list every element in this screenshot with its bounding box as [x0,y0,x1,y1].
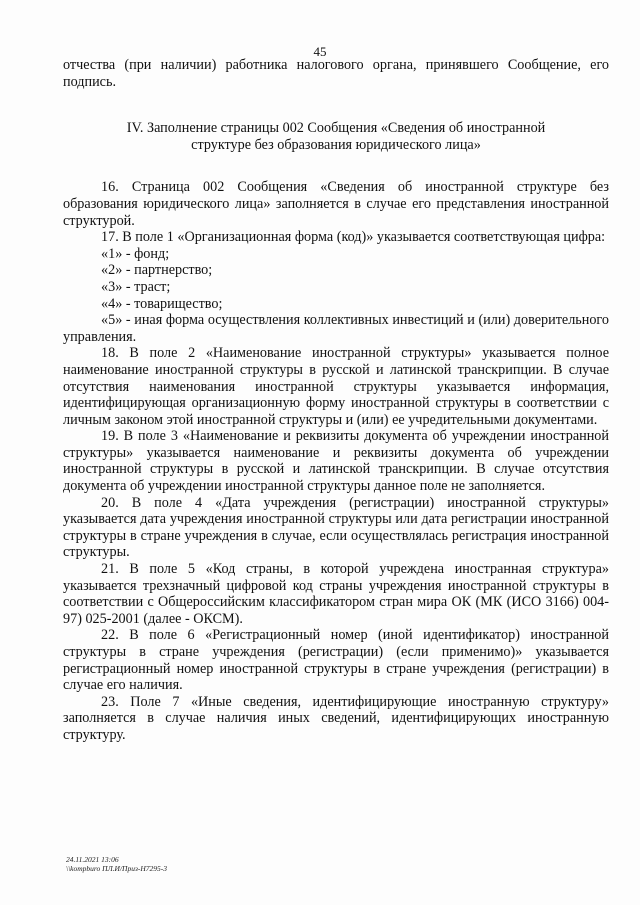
paragraph-18: 18. В поле 2 «Наименование иностранной структуры» указывается полное наименование иностранной структуры в русской и латинской транскрипции. В случае отсутствия наименования иностранной структуры указывается информация, идентифицирующая организационную форму иностранной структуры в соответствии с личным законом этой иностранной структуры и (или) ее учредительными документами. [63,345,609,428]
footer-stamp [66,855,167,873]
paragraph-20: 20. В поле 4 «Дата учреждения (регистрации) иностранной структуры» указывается дата учреждения иностранной структуры или дата регистрации иностранной структуры в стране учреждения в случае, если осуществлялась регистрация иностранной структуры. [63,494,609,561]
list-item-5: «5» - иная форма осуществления коллективных инвестиций и (или) доверительного управления. [63,312,609,345]
list-item-3: «3» - траст; [101,278,171,295]
section-heading-line-1: IV. Заполнение страницы 002 Сообщения «Сведения об иностранной [126,120,546,137]
list-item-2: «2» - партнерство; [101,262,213,279]
footer-file-path: \\kompburo ПЛ.И/Приз-Н7295-3 [66,864,168,873]
paragraph-19: 19. В поле 3 «Наименование и реквизиты документа об учреждении иностранной структуры» указывается наименование и реквизиты документа об учреждении иностранной структуры в русской и латинской транскрипции. В случае отсутствия документа об учреждении иностранной структуры данное поле не заполняется. [63,428,609,495]
section-heading-line-2: структуре без образования юридического лица» [191,136,481,153]
page-number: 45 [313,44,327,59]
section-heading [63,120,609,153]
intro-paragraph: отчества (при наличии) работника налогового органа, принявшего Сообщение, его подпись. [63,57,609,90]
document-body [63,57,609,744]
paragraph-21: 21. В поле 5 «Код страны, в которой учреждена иностранная структура» указывается трехзначный цифровой код страны учреждения иностранной структуры в соответствии с Общероссийским классификатором стран мира ОК (МК (ИСО 3166) 004-97) 025-2001 (далее - ОКСМ). [63,561,609,627]
list-item-1: «1» - фонд; [101,245,170,262]
paragraph-23: 23. Поле 7 «Иные сведения, идентифицирующие иностранную структуру» заполняется в случае наличия иных сведений, идентифицирующих иностранную структуру. [63,693,609,743]
paragraph-22: 22. В поле 6 «Регистрационный номер (иной идентификатор) иностранной структуры в стране учреждения (регистрации) (если применимо)» указывается регистрационный номер иностранной структуры в стране учреждения (регистрации) в случае его наличия. [63,627,609,694]
paragraph-16: 16. Страница 002 Сообщения «Сведения об иностранной структуре без образования юридического лица» заполняется в случае его представления иностранной структурой. [63,179,609,229]
footer-timestamp: 24.11.2021 13:06 [66,855,119,864]
paragraph-17: 17. В поле 1 «Организационная форма (код)» указывается соответствующая цифра: [101,229,606,246]
list-item-4: «4» - товарищество; [101,295,223,312]
